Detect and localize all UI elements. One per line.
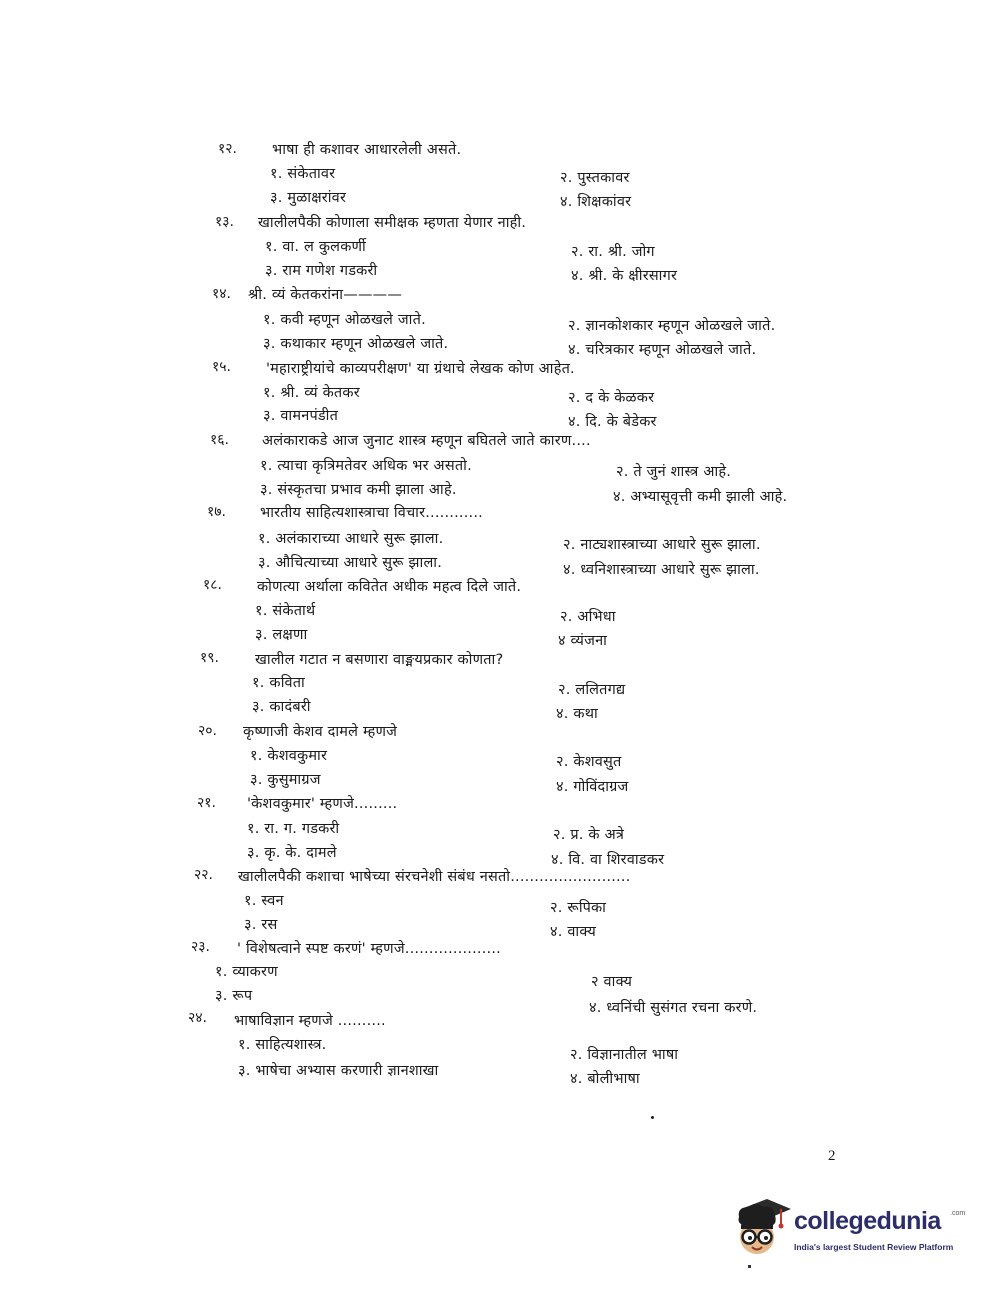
option: १. श्री. व्यं केतकर bbox=[263, 385, 360, 401]
option: ४. वि. वा शिरवाडकर bbox=[551, 852, 665, 868]
page-number: 2 bbox=[828, 1148, 836, 1164]
question-number: २१. bbox=[197, 795, 217, 811]
option: ३. राम गणेश गडकरी bbox=[265, 263, 378, 279]
question-number: १२. bbox=[218, 141, 238, 157]
question-text: खालीलपैकी कशाचा भाषेच्या संरचनेशी संबंध नसतो......................... bbox=[238, 869, 631, 885]
option: ४ व्यंजना bbox=[558, 633, 608, 649]
option: २. ज्ञानकोशकार म्हणून ओळखले जाते. bbox=[568, 318, 776, 334]
option: १. कविता bbox=[252, 675, 305, 691]
option: १. रा. ग. गडकरी bbox=[247, 821, 340, 837]
question-text: 'महाराष्ट्रीयांचे काव्यपरीक्षण' या ग्रंथाचे लेखक कोण आहेत. bbox=[266, 361, 575, 377]
option: ३. संस्कृतचा प्रभाव कमी झाला आहे. bbox=[260, 482, 457, 498]
collegedunia-logo bbox=[733, 1195, 966, 1265]
option: ४. चरित्रकार म्हणून ओळखले जाते. bbox=[568, 342, 757, 358]
option: १. केशवकुमार bbox=[250, 748, 328, 764]
question-text: खालील गटात न बसणारा वाङ्मयप्रकार कोणता? bbox=[255, 652, 504, 668]
option: १. अलंकाराच्या आधारे सुरू झाला. bbox=[258, 531, 444, 547]
option: ४. बोलीभाषा bbox=[570, 1071, 640, 1087]
question-number: १५. bbox=[212, 359, 232, 375]
option: ३. कथाकार म्हणून ओळखले जाते. bbox=[263, 336, 449, 352]
logo-wordmark: collegedunia bbox=[794, 1207, 941, 1235]
option: २. अभिधा bbox=[560, 609, 616, 625]
option: ३. रस bbox=[244, 917, 278, 933]
option: २. ललितगद्य bbox=[558, 682, 626, 698]
stray-mark bbox=[651, 1116, 654, 1119]
question-text: भाषाविज्ञान म्हणजे .......... bbox=[234, 1013, 386, 1029]
option: २. रा. श्री. जोग bbox=[571, 244, 655, 260]
option: १. संकेतार्थ bbox=[255, 603, 316, 619]
option: १. स्वन bbox=[244, 893, 284, 909]
option: १. त्याचा कृत्रिमतेवर अधिक भर असतो. bbox=[260, 458, 472, 474]
option: ३. भाषेचा अभ्यास करणारी ज्ञानशाखा bbox=[238, 1063, 439, 1079]
option: ४. श्री. के क्षीरसागर bbox=[571, 268, 678, 284]
question-number: २२. bbox=[194, 867, 214, 883]
option: १. कवी म्हणून ओळखले जाते. bbox=[263, 312, 426, 328]
stray-mark bbox=[748, 1265, 751, 1268]
option: २. पुस्तकावर bbox=[560, 170, 630, 186]
question-text: ' विशेषत्वाने स्पष्ट करणं' म्हणजे.................... bbox=[237, 941, 501, 957]
option: ३. वामनपंडीत bbox=[263, 408, 339, 424]
option: २. नाट्यशास्त्राच्या आधारे सुरू झाला. bbox=[563, 537, 761, 553]
option: ३. रूप bbox=[215, 988, 253, 1004]
option: २ वाक्य bbox=[591, 974, 633, 990]
logo-tagline: India's largest Student Review Platform bbox=[794, 1242, 954, 1252]
option: १. व्याकरण bbox=[215, 964, 278, 980]
question-number: २४. bbox=[188, 1010, 208, 1026]
option: २. केशवसुत bbox=[556, 754, 622, 770]
question-number: १९. bbox=[200, 650, 220, 666]
option: १. संकेतावर bbox=[270, 166, 336, 182]
option: ३. कुसुमाग्रज bbox=[250, 772, 321, 788]
question-number: १७. bbox=[207, 504, 227, 520]
option: २. द के केळकर bbox=[568, 390, 655, 406]
question-text: कोणत्या अर्थाला कवितेत अधीक महत्व दिले जाते. bbox=[257, 579, 522, 595]
option: ४. ध्वनिशास्त्राच्या आधारे सुरू झाला. bbox=[563, 562, 760, 578]
option: १. साहित्यशास्त्र. bbox=[238, 1037, 327, 1053]
option: ४. शिक्षकांवर bbox=[560, 194, 632, 210]
question-number: १६. bbox=[210, 432, 230, 448]
option: ३. मुळाक्षरांवर bbox=[270, 190, 347, 206]
option: ४. दि. के बेडेकर bbox=[568, 414, 657, 430]
option: ३. कादंबरी bbox=[252, 699, 311, 715]
logo-suffix: .com bbox=[950, 1210, 966, 1217]
option: ४. गोविंदाग्रज bbox=[556, 779, 629, 795]
option: ३. लक्षणा bbox=[255, 627, 308, 643]
option: २. ते जुनं शास्त्र आहे. bbox=[616, 464, 732, 480]
question-text: श्री. व्यं केतकरांना———— bbox=[248, 287, 403, 303]
option: ४. कथा bbox=[556, 706, 598, 722]
option: २. रूपिका bbox=[550, 900, 607, 916]
question-number: १८. bbox=[203, 577, 223, 593]
option: ४. वाक्य bbox=[550, 924, 596, 940]
question-text: कृष्णाजी केशव दामले म्हणजे bbox=[243, 724, 398, 740]
question-text: अलंकाराकडे आज जुनाट शास्त्र म्हणून बघितले जाते कारण.... bbox=[262, 433, 591, 449]
option: ४. अभ्यासूवृत्ती कमी झाली आहे. bbox=[613, 489, 788, 505]
mascot-icon bbox=[733, 1195, 793, 1263]
option: ३. औचित्याच्या आधारे सुरू झाला. bbox=[258, 555, 443, 571]
question-number: २०. bbox=[198, 723, 218, 739]
question-text: खालीलपैकी कोणाला समीक्षक म्हणता येणार नाही. bbox=[258, 215, 527, 231]
question-text: भारतीय साहित्यशास्त्राचा विचार............ bbox=[260, 505, 483, 521]
question-text: 'केशवकुमार' म्हणजे......... bbox=[247, 796, 398, 812]
option: १. वा. ल कुलकर्णी bbox=[265, 239, 366, 255]
question-number: १४. bbox=[212, 286, 232, 302]
question-number: १३. bbox=[215, 214, 235, 230]
option: ३. कृ. के. दामले bbox=[247, 845, 337, 861]
option: ४. ध्वनिंची सुसंगत रचना करणे. bbox=[589, 1000, 758, 1016]
question-text: भाषा ही कशावर आधारलेली असते. bbox=[272, 142, 462, 158]
option: २. प्र. के अत्रे bbox=[553, 827, 625, 843]
option: २. विज्ञानातील भाषा bbox=[570, 1047, 679, 1063]
question-number: २३. bbox=[191, 939, 211, 955]
